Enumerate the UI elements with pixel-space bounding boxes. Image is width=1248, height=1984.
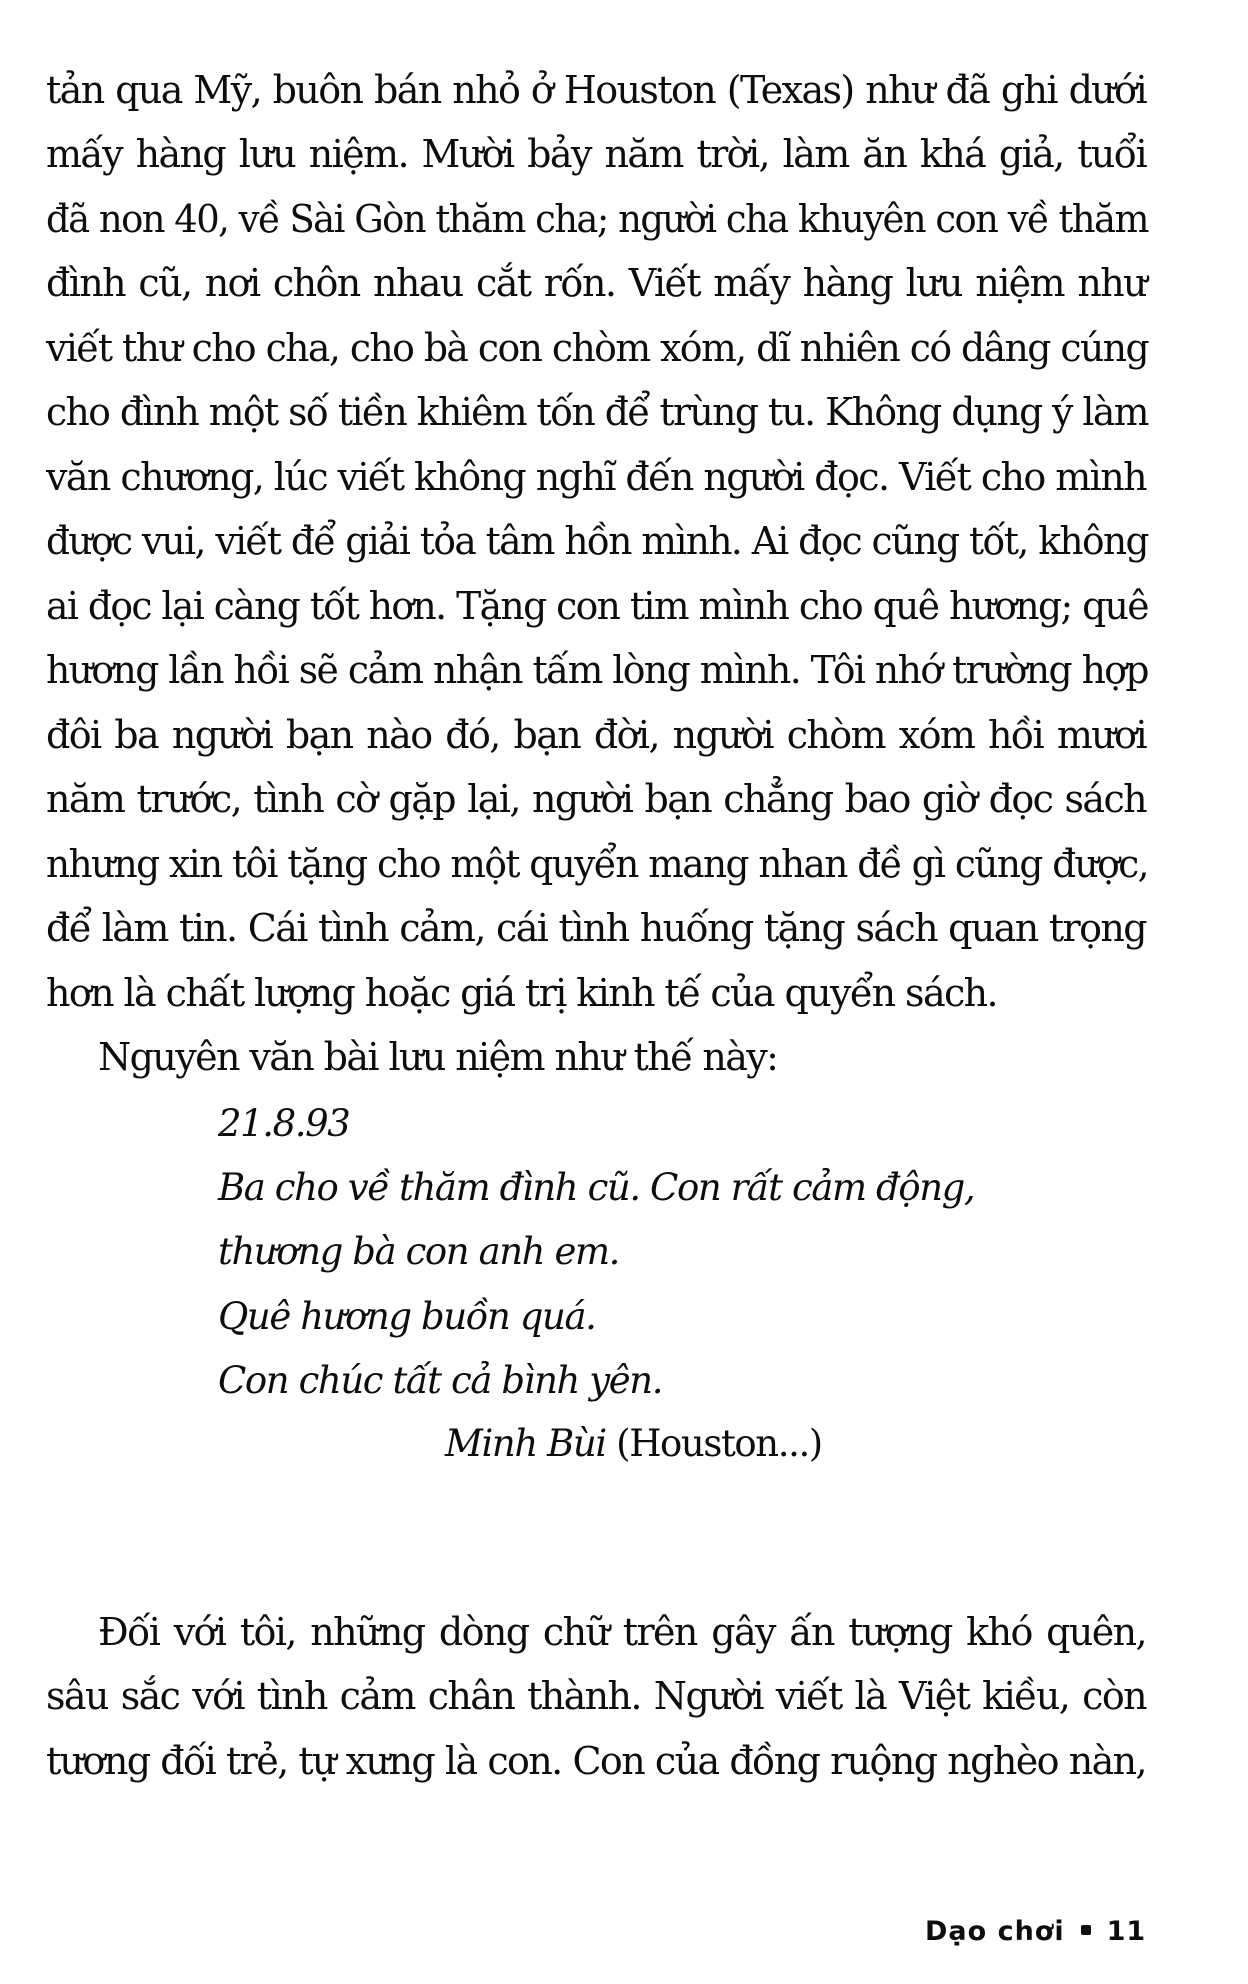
page-number: 11: [1106, 1916, 1147, 1947]
text-line: năm trước, tình cờ gặp lại, người bạn chẳng bao giờ đọc sách: [46, 777, 1146, 821]
text-line: cho đình một số tiền khiêm tốn để trùng tu. Không dụng ý làm: [46, 390, 1148, 434]
page-footer: [925, 1912, 1146, 1952]
quote-line: Ba cho về thăm đình cũ. Con rất cảm động,: [218, 1166, 975, 1209]
text-line: được vui, viết để giải tỏa tâm hồn mình. Ai đọc cũng tốt, không: [46, 519, 1148, 563]
text-line: hơn là chất lượng hoặc giá trị kinh tế của quyển sách.: [46, 971, 998, 1015]
quote-line: thương bà con anh em.: [218, 1230, 619, 1273]
quote-line: Con chúc tất cả bình yên.: [218, 1359, 663, 1402]
text-line: tương đối trẻ, tự xưng là con. Con của đồng ruộng nghèo nàn,: [46, 1739, 1146, 1783]
text-line: tản qua Mỹ, buôn bán nhỏ ở Houston (Texas) như đã ghi dưới: [46, 68, 1146, 112]
quote-line: Quê hương buồn quá.: [218, 1295, 596, 1338]
text-line: viết thư cho cha, cho bà con chòm xóm, dĩ nhiên có dâng cúng: [46, 326, 1149, 370]
running-title: Dạo chơi: [925, 1916, 1065, 1947]
text-line: ai đọc lại càng tốt hơn. Tặng con tim mình cho quê hương; quê: [46, 584, 1148, 628]
text-line: hương lần hồi sẽ cảm nhận tấm lòng mình. Tôi nhớ trường hợp: [46, 648, 1148, 692]
signature-place: (Houston...): [605, 1422, 822, 1465]
quote-date: 21.8.93: [218, 1102, 350, 1145]
signature-name: Minh Bùi: [445, 1422, 606, 1465]
text-line: đôi ba người bạn nào đó, bạn đời, người chòm xóm hồi mươi: [46, 713, 1146, 757]
text-line: để làm tin. Cái tình cảm, cái tình huống tặng sách quan trọng: [46, 906, 1146, 950]
text-line: đã non 40, về Sài Gòn thăm cha; người cha khuyên con về thăm: [46, 197, 1148, 241]
text-line: nhưng xin tôi tặng cho một quyển mang nhan đề gì cũng được,: [46, 842, 1148, 886]
quote-signature: [445, 1412, 822, 1476]
text-line: văn chương, lúc viết không nghĩ đến người đọc. Viết cho mình: [46, 455, 1146, 499]
text-line: mấy hàng lưu niệm. Mười bảy năm trời, làm ăn khá giả, tuổi: [46, 132, 1146, 176]
text-line: sâu sắc với tình cảm chân thành. Người viết là Việt kiều, còn: [46, 1674, 1146, 1718]
bullet-separator-icon: [1081, 1925, 1091, 1935]
text-line: Đối với tôi, những dòng chữ trên gây ấn tượng khó quên,: [98, 1610, 1146, 1654]
intro-line: Nguyên văn bài lưu niệm như thế này:: [98, 1035, 778, 1079]
text-line: đình cũ, nơi chôn nhau cắt rốn. Viết mấy hàng lưu niệm như: [46, 261, 1146, 305]
